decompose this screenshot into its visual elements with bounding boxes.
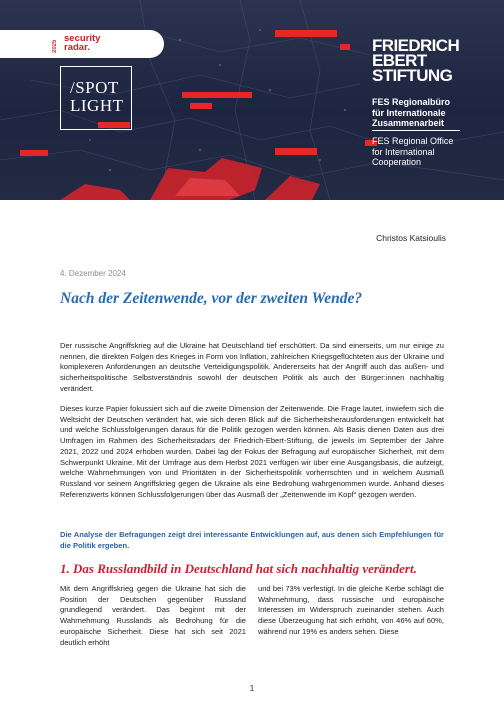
security-radar-logo-line2: radar. (64, 42, 90, 53)
highlight-paragraph: Die Analyse der Befragungen zeigt drei interessante Entwicklungen auf, aus denen sich Empfehlungen für die Politik ergeben. (60, 530, 444, 550)
header-banner (0, 0, 504, 200)
fes-logo-line1: FRIEDRICH (372, 36, 460, 55)
fes-office-en-line3: Cooperation (372, 157, 422, 167)
fes-office-de-line1: FES Regionalbüro (372, 97, 451, 107)
fes-office-german (372, 97, 450, 129)
fes-divider (372, 130, 460, 131)
section-heading: 1. Das Russlandbild in Deutschland hat sich nachhaltig verändert. (60, 561, 417, 576)
fes-office-en-line2: for International (372, 146, 435, 157)
security-radar-year: 2025 (52, 39, 58, 53)
fes-office-en-line1: FES Regional Office (372, 136, 454, 146)
fes-office-english (372, 136, 453, 168)
page-number: 1 (249, 683, 255, 693)
intro-paragraph: Der russische Angriffskrieg auf die Ukraine hat Deutschland tief erschüttert. Da sind einerseits, um nur einige zu nennen, die direkten Folgen des Krieges in Form von Inflation, zahlreichen Kriegsgeflüchteten aus der Ukraine und komplexeren Anforderungen an deutsche Verteidigungspolitik. Andererseits hat der Angriff auch das außen- und sicherheitspolitische Selbstverständnis sowohl der deutschen Politik als auch der Bürger:innen nachhaltig verändert. (60, 341, 444, 393)
publication-date: 4. Dezember 2024 (60, 269, 126, 278)
body-column-left: Mit dem Angriffskrieg gegen die Ukraine hat sich die Position der Deutschen gegenüber Russland grundlegend verändert. Das beginnt mit der Wahrnehmung Russlands als Bedrohung für die europäische Sicherheit. Diese hat sich seit 2021 deutlich erhöht (60, 584, 246, 647)
fes-logo-line2: EBERT (372, 51, 427, 70)
fes-logo (372, 38, 472, 83)
fes-logo-line3: STIFTUNG (372, 66, 453, 85)
spotlight-line2: LIGHT (70, 96, 124, 115)
fes-office-de-line2: für Internationale (372, 107, 446, 118)
spotlight-line1: /SPOT (70, 78, 119, 97)
body-column-right: und bei 73% verfestigt. In die gleiche Kerbe schlägt die Wahrnehmung, dass russische und europäische Interessen im Widerspruch zueinander stehen. Auch diese Überzeugung hat sich erhöht, von 46% auf 60%, während nur 19% es anders sehen. Diese (258, 584, 444, 636)
security-radar-logo-line1: security (64, 33, 101, 44)
focus-paragraph: Dieses kurze Papier fokussiert sich auf die zweite Dimension der Zeitenwende. Die Frage lautet, inwiefern sich die Weltsicht der Deutschen verändert hat, wie sich deren Blick auf die Sicherheitsherausforderungen entwickelt hat und welche Schlussfolgerungen daraus für die Politik gezogen werden können. Als Basis dienen Daten aus drei Umfragen im Rahmen des Sicherheitsradars der Friedrich-Ebert-Stiftung, die jeweils im September der Jahre 2021, 2022 und 2024 erhoben wurden. Dabei lag der Fokus der Befragung auf europäischer Sicherheit, mit dem Schwerpunkt Ukraine. Mit der Umfrage aus dem Herbst 2021 verfügen wir über eine Ausgangsbasis, die aufzeigt, welche Wahrnehmungen von und Prioritäten in der Sicherheitspolitik vorherrschten und in welchem Ausmaß Russland vor seinem Angriffskrieg gegen die Ukraine als eine Bedrohung wahrgenommen wurde. Anhand dieses Referenzwerts können Schlussfolgerungen über das Ausmaß der „Zeitenwende im Kopf“ gezogen werden. (60, 404, 444, 499)
page-title: Nach der Zeitenwende, vor der zweiten Wende? (60, 290, 363, 307)
fes-office-de-line3: Zusammenarbeit (372, 118, 445, 128)
spotlight-label (60, 66, 132, 130)
author-name: Christos Katsioulis (376, 233, 446, 243)
